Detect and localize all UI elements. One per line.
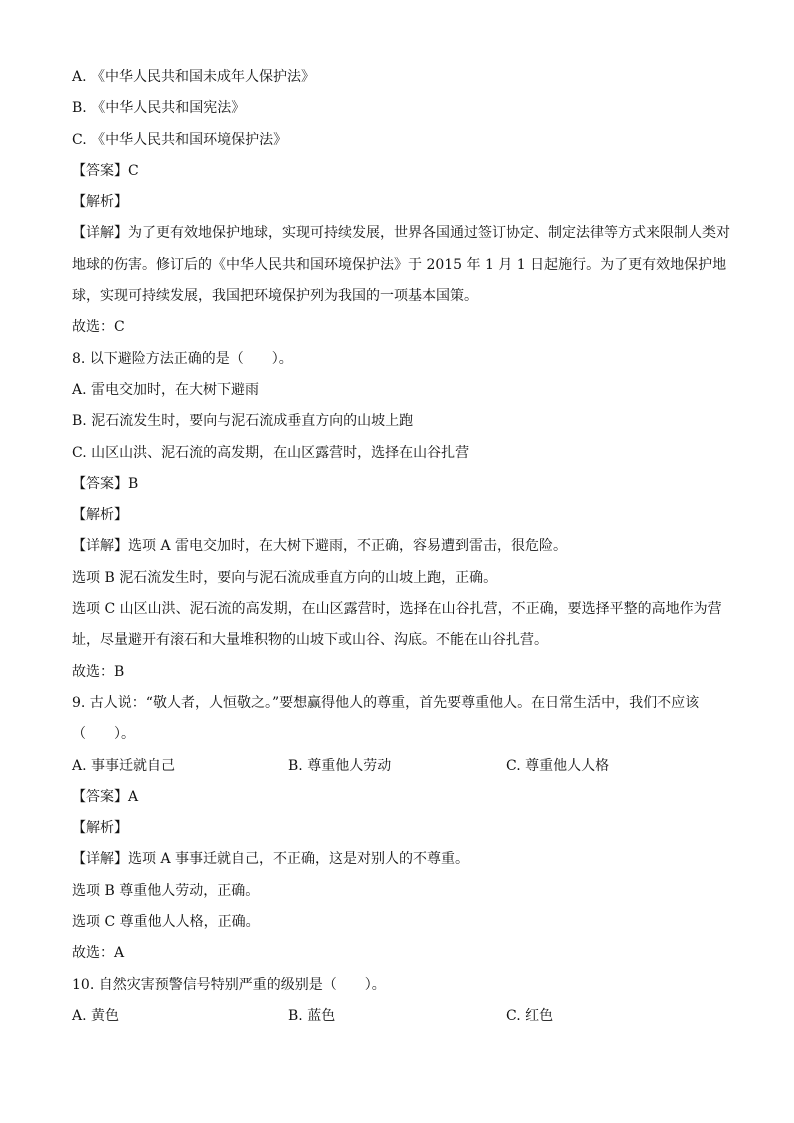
q9-question: 9. 古人说：“敬人者，人恒敬之。”要想赢得他人的尊重，首先要尊重他人。在日常生活中，我们不应该（ ）。 [72,694,700,743]
q9-option-b: B. 尊重他人劳动 [288,757,392,774]
q9-detail-2: 选项 B 尊重他人劳动，正确。 [72,882,260,899]
q8-analysis-tag: 【解析】 [72,507,128,524]
q8-option-c: C. 山区山洪、泥石流的高发期，在山区露营时，选择在山谷扎营 [72,444,470,461]
q10-option-a: A. 黄色 [72,1007,120,1024]
q9-answer: 【答案】A [72,788,139,805]
q10-option-b: B. 蓝色 [288,1007,336,1024]
q8-detail-2: 选项 B 泥石流发生时，要向与泥石流成垂直方向的山坡上跑，正确。 [72,569,498,586]
q7-answer: 【答案】C [72,162,139,179]
document-page [72,62,732,1032]
q9-option-a: A. 事事迁就自己 [72,757,176,774]
q7-detail: 【详解】为了更有效地保护地球，实现可持续发展，世界各国通过签订协定、制定法律等方式来限制人类对地球的伤害。修订后的《中华人民共和国环境保护法》于 2015 年 1 月 1 日起施行。为了更有效地保护地球，实现可持续发展，我国把环境保护列为我国的一项基本国策。 [72,225,730,305]
q8-detail-3: 选项 C 山区山洪、泥石流的高发期，在山区露营时，选择在山谷扎营，不正确，要选择平整的高地作为营址，尽量避开有滚石和大量堆积物的山坡下或山谷、沟底。不能在山谷扎营。 [72,601,722,649]
q10-question: 10. 自然灾害预警信号特别严重的级别是（ ）。 [72,976,386,993]
q9-options-row [72,751,732,782]
q7-conclusion: 故选：C [72,319,125,336]
q9-analysis-tag: 【解析】 [72,820,128,837]
q10-option-c: C. 红色 [506,1007,554,1024]
q8-question: 8. 以下避险方法正确的是（ ）。 [72,350,293,367]
q9-conclusion: 故选：A [72,945,125,962]
q8-conclusion: 故选：B [72,663,125,680]
q9-option-c: C. 尊重他人人格 [506,757,610,774]
q7-analysis-tag: 【解析】 [72,194,128,211]
q7-option-b: B. 《中华人民共和国宪法》 [72,100,246,117]
q9-detail-1: 【详解】选项 A 事事迁就自己，不正确，这是对别人的不尊重。 [72,851,470,868]
q8-answer: 【答案】B [72,475,139,492]
q10-options-row [72,1001,732,1032]
q9-detail-3: 选项 C 尊重他人人格，正确。 [72,914,260,931]
q8-detail-1: 【详解】选项 A 雷电交加时，在大树下避雨，不正确，容易遭到雷击，很危险。 [72,538,568,555]
q7-option-c: C. 《中华人民共和国环境保护法》 [72,131,288,148]
q8-option-a: A. 雷电交加时，在大树下避雨 [72,381,260,398]
q8-option-b: B. 泥石流发生时，要向与泥石流成垂直方向的山坡上跑 [72,413,414,430]
q7-option-a: A. 《中华人民共和国未成年人保护法》 [72,69,316,85]
